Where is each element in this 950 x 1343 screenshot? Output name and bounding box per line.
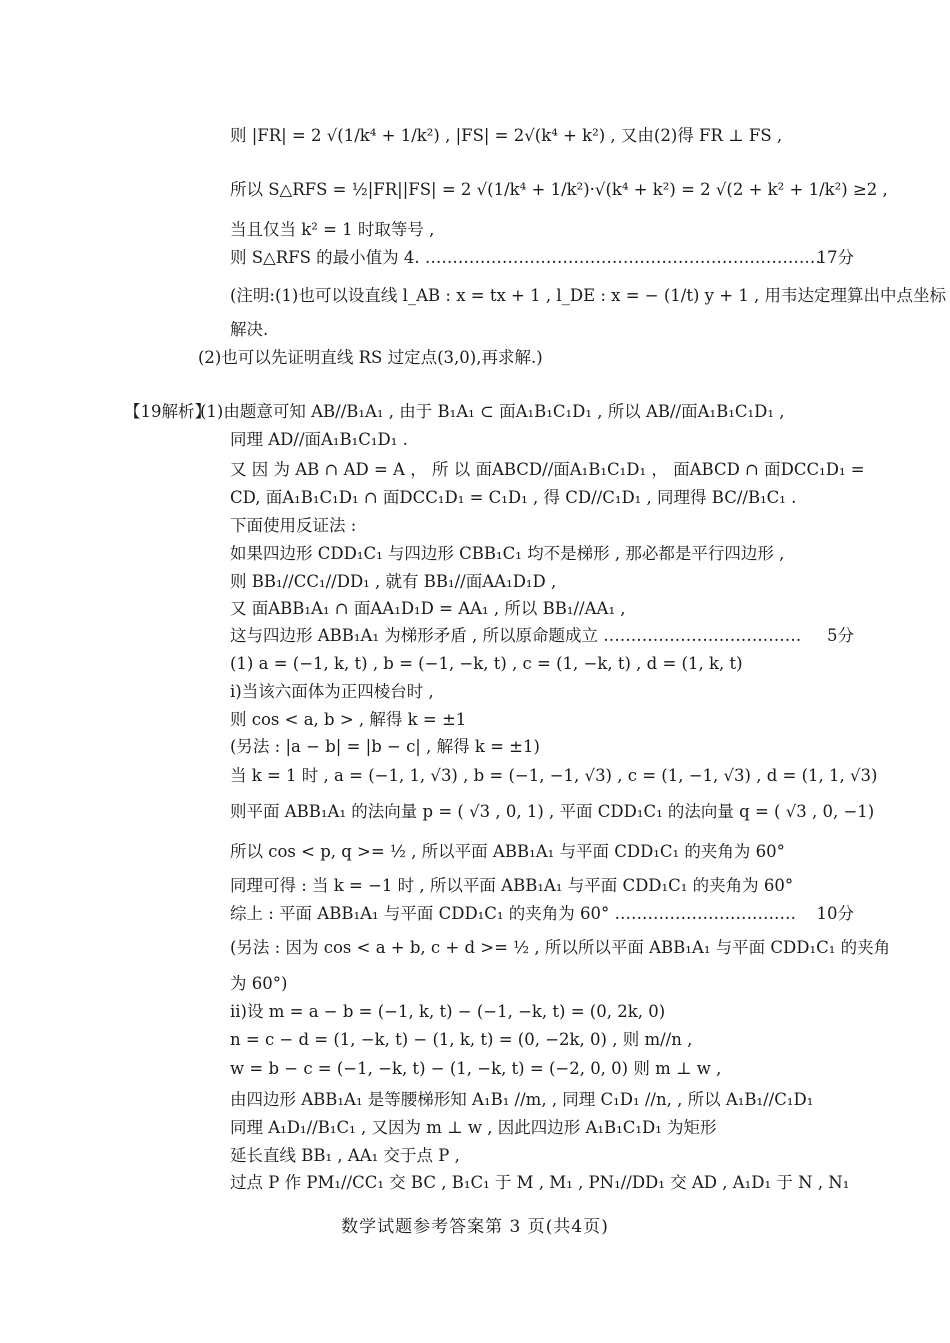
q19-line: 当 k = 1 时 , a = (−1, 1, √3) , b = (−1, −1, √3) , c = (1, −1, √3) , d = (1, 1, √3) — [230, 766, 878, 785]
top-line-1: 则 |FR| = 2 √(1/k⁴ + 1/k²) , |FS| = 2√(k⁴ + k²) , 又由(2)得 FR ⊥ FS , — [230, 126, 783, 145]
q19-line: 又 面ABB₁A₁ ∩ 面AA₁D₁D = AA₁ , 所以 BB₁//AA₁ , — [230, 599, 626, 618]
q19-line: 过点 P 作 PM₁//CC₁ 交 BC , B₁C₁ 于 M , M₁ , PN₁//DD₁ 交 AD , A₁D₁ 于 N , N₁ — [230, 1173, 850, 1192]
q19-line: 为 60°) — [230, 974, 288, 993]
top-line-5: (注明:(1)也可以设直线 l_AB : x = tx + 1 , l_DE : x = − (1/t) y + 1 , 用韦达定理算出中点坐标 — [230, 286, 947, 305]
top-line-6: 解决. — [230, 320, 269, 339]
q19-line: CD, 面A₁B₁C₁D₁ ∩ 面DCC₁D₁ = C₁D₁ , 得 CD//C₁D₁ , 同理得 BC//B₁C₁ . — [230, 488, 797, 507]
q19-line: (1)由题意可知 AB//B₁A₁ , 由于 B₁A₁ ⊂ 面A₁B₁C₁D₁ , 所以 AB//面A₁B₁C₁D₁ , — [200, 402, 785, 421]
points-5: 5分 — [827, 626, 854, 645]
q19-line: 综上 : 平面 ABB₁A₁ 与平面 CDD₁C₁ 的夹角为 60° …………………………… — [230, 904, 797, 923]
points-17: 17分 — [816, 248, 854, 267]
page-footer: 数学试题参考答案第 3 页(共4页) — [341, 1217, 609, 1237]
q19-line: (另法 : |a − b| = |b − c| , 解得 k = ±1) — [230, 737, 540, 756]
points-10: 10分 — [816, 904, 854, 923]
q19-line: 如果四边形 CDD₁C₁ 与四边形 CBB₁C₁ 均不是梯形 , 那必都是平行四边形 , — [230, 544, 785, 563]
q19-line: 同理 AD//面A₁B₁C₁D₁ . — [230, 430, 408, 449]
q19-line: 同理可得 : 当 k = −1 时 , 所以平面 ABB₁A₁ 与平面 CDD₁C₁ 的夹角为 60° — [230, 876, 794, 895]
q19-line: 这与四边形 ABB₁A₁ 为梯形矛盾 , 所以原命题成立 ……………………………… — [230, 626, 802, 645]
top-line-7: (2)也可以先证明直线 RS 过定点(3,0),再求解.) — [198, 348, 543, 367]
q19-line: i)当该六面体为正四棱台时 , — [230, 682, 434, 701]
q19-line: (1) a = (−1, k, t) , b = (−1, −k, t) , c = (1, −k, t) , d = (1, k, t) — [230, 654, 743, 673]
q19-line: 由四边形 ABB₁A₁ 是等腰梯形知 A₁B₁ //m, , 同理 C₁D₁ //n, , 所以 A₁B₁//C₁D₁ — [230, 1090, 814, 1109]
q19-line: 则平面 ABB₁A₁ 的法向量 p = ( √3 , 0, 1) , 平面 CDD₁C₁ 的法向量 q = ( √3 , 0, −1) — [230, 802, 875, 821]
q19-line: 则 BB₁//CC₁//DD₁ , 就有 BB₁//面AA₁D₁D , — [230, 572, 557, 591]
q19-line: 同理 A₁D₁//B₁C₁ , 又因为 m ⊥ w , 因此四边形 A₁B₁C₁D₁ 为矩形 — [230, 1118, 717, 1137]
top-line-4: 则 S△RFS 的最小值为 4. ……………………………………………………………… — [230, 248, 821, 267]
top-line-2: 所以 S△RFS = ½|FR||FS| = 2 √(1/k⁴ + 1/k²)·√(k⁴ + k²) = 2 √(2 + k² + 1/k²) ≥2 , — [230, 180, 888, 199]
q19-line: 又 因 为 AB ∩ AD = A ， 所 以 面ABCD//面A₁B₁C₁D₁ ， 面ABCD ∩ 面DCC₁D₁ = — [230, 460, 865, 479]
q19-tag: 【19解析】 — [124, 402, 211, 421]
q19-line: w = b − c = (−1, −k, t) − (1, −k, t) = (−2, 0, 0) 则 m ⊥ w , — [230, 1059, 722, 1078]
q19-line: 则 cos < a, b > , 解得 k = ±1 — [230, 710, 467, 729]
q19-line: 所以 cos < p, q >= ½ , 所以平面 ABB₁A₁ 与平面 CDD₁C₁ 的夹角为 60° — [230, 842, 785, 861]
top-line-3: 当且仅当 k² = 1 时取等号 , — [230, 220, 435, 239]
q19-line: n = c − d = (1, −k, t) − (1, k, t) = (0, −2k, 0) , 则 m//n , — [230, 1030, 693, 1049]
q19-line: (另法 : 因为 cos < a + b, c + d >= ½ , 所以所以平面 ABB₁A₁ 与平面 CDD₁C₁ 的夹角 — [230, 938, 891, 957]
q19-line: ii)设 m = a − b = (−1, k, t) − (−1, −k, t) = (0, 2k, 0) — [230, 1002, 666, 1021]
q19-line: 下面使用反证法 : — [230, 516, 357, 535]
q19-line: 延长直线 BB₁ , AA₁ 交于点 P , — [230, 1146, 460, 1165]
